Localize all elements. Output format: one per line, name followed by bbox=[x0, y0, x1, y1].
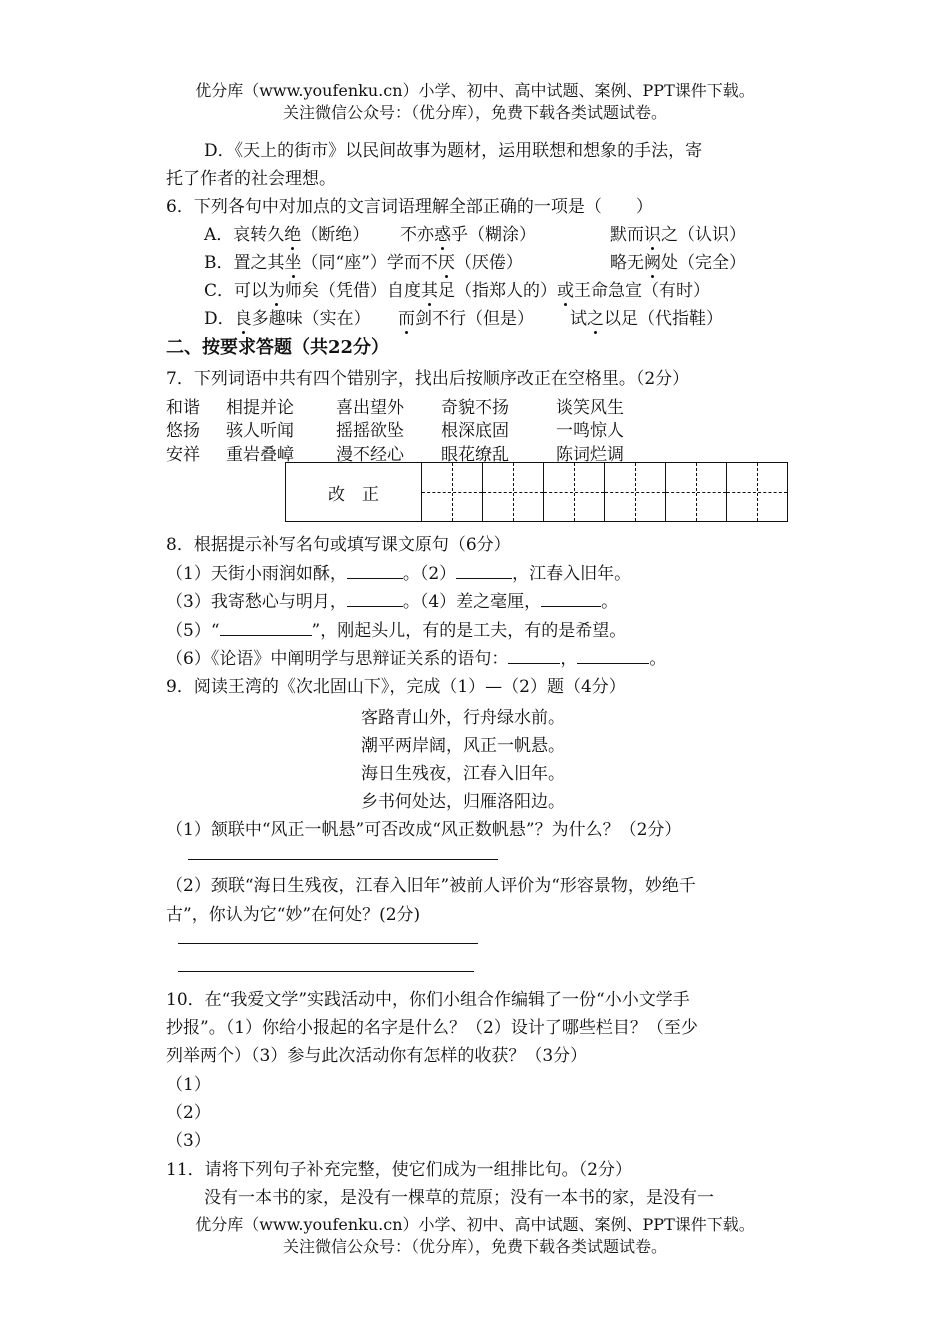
poem-line: 客路青山外，行舟绿水前。 bbox=[361, 708, 565, 728]
footer-line-2: 关注微信公众号：（优分库），免费下载各类试题试卷。 bbox=[282, 1237, 667, 1256]
q7-word: 谈笑风生 bbox=[556, 398, 624, 418]
q6-option-a-part3: 默而识之（认识） bbox=[610, 220, 746, 245]
q11-stem: 11．请将下列句子补充完整，使它们成为一组排比句。（2分） bbox=[166, 1160, 632, 1180]
poem-line: 潮平两岸阔，风正一帆悬。 bbox=[361, 736, 565, 756]
q9-sub2-answer-line[interactable] bbox=[178, 943, 478, 944]
q8-line-3: （5）“ ”，刚起头儿，有的是工夫，有的是希望。 bbox=[166, 621, 627, 641]
q7-word: 一鸣惊人 bbox=[556, 421, 624, 441]
q7-answer-cell[interactable] bbox=[666, 463, 727, 522]
q9-sub1-answer-line[interactable] bbox=[188, 859, 498, 860]
q7-answer-cell[interactable] bbox=[483, 463, 544, 522]
poem-line: 海日生残夜，江春入旧年。 bbox=[361, 764, 565, 784]
footer-line-1: 优分库（www.youfenku.cn）小学、初中、高中试题、案例、PPT课件下载。 bbox=[195, 1215, 755, 1234]
q6-option-a: A．哀转久绝（断绝） bbox=[204, 220, 369, 245]
q10-line1: 10．在“我爱文学”实践活动中，你们小组合作编辑了一份“小小文学手 bbox=[166, 990, 690, 1010]
q8-line-2: （3）我寄愁心与明月， 。（4）差之毫厘， 。 bbox=[166, 592, 619, 612]
q6-option-c: C．可以为师矣（凭借）自度其足（指郑人的）或王命急宣（有时） bbox=[204, 276, 710, 301]
q7-table-label: 改 正 bbox=[286, 463, 422, 522]
q6-option-d-part3: 试之以足（代指鞋） bbox=[570, 304, 723, 329]
q7-word: 陈词烂调 bbox=[556, 445, 624, 465]
header-line-1: 优分库（www.youfenku.cn）小学、初中、高中试题、案例、PPT课件下载。 bbox=[195, 81, 755, 100]
q7-word: 重岩叠嶂 bbox=[226, 445, 294, 465]
q9-sub2-line1: （2）颈联“海日生残夜，江春入旧年”被前人评价为“形容景物，妙绝千 bbox=[166, 876, 696, 896]
q7-answer-cell[interactable] bbox=[544, 463, 605, 522]
q8-line-1: （1）天街小雨润如酥， 。（2） ，江春入旧年。 bbox=[166, 564, 632, 584]
q8-blank[interactable] bbox=[220, 621, 312, 636]
q7-answer-cell[interactable] bbox=[727, 463, 788, 522]
q10-line3: 列举两个）（3）参与此次活动你有怎样的收获？（3分） bbox=[166, 1046, 588, 1066]
q6-option-a-part2: 不亦惑乎（糊涂） bbox=[400, 220, 536, 245]
q7-word: 眼花缭乱 bbox=[441, 445, 509, 465]
q8-blank[interactable] bbox=[577, 649, 649, 664]
q7-stem: 7．下列词语中共有四个错别字，找出后按顺序改正在空格里。（2分） bbox=[166, 369, 690, 389]
q7-word: 根深底固 bbox=[441, 421, 509, 441]
q8-blank[interactable] bbox=[347, 592, 403, 607]
q7-word: 喜出望外 bbox=[336, 398, 404, 418]
q10-answer-1: （1） bbox=[166, 1075, 211, 1095]
q7-correction-table bbox=[285, 462, 788, 522]
q9-sub2-line2: 古”，你认为它“妙”在何处？(2分) bbox=[166, 905, 421, 925]
q7-word: 相提并论 bbox=[226, 398, 294, 418]
q9-sub2-answer-line[interactable] bbox=[178, 971, 474, 972]
q6-option-b: B．置之其坐（同“座”）学而不厌（厌倦） bbox=[204, 248, 523, 273]
q8-blank[interactable] bbox=[508, 649, 560, 664]
q8-stem: 8．根据提示补写名句或填写课文原句（6分） bbox=[166, 535, 511, 555]
q7-word: 摇摇欲坠 bbox=[336, 421, 404, 441]
q10-answer-3: （3） bbox=[166, 1131, 211, 1151]
q6-option-d-part2: 而剑不行（但是） bbox=[398, 304, 534, 329]
q7-word: 漫不经心 bbox=[336, 445, 404, 465]
poem-line: 乡书何处达，归雁洛阳边。 bbox=[361, 792, 565, 812]
q10-line2: 抄报”。（1）你给小报起的名字是什么？（2）设计了哪些栏目？（至少 bbox=[166, 1018, 698, 1038]
header-line-2: 关注微信公众号：（优分库），免费下载各类试题试卷。 bbox=[282, 103, 667, 122]
q8-blank[interactable] bbox=[456, 564, 512, 579]
q7-word: 悠扬 bbox=[166, 421, 200, 441]
q7-word: 安祥 bbox=[166, 445, 200, 465]
q8-line-4: （6）《论语》中阐明学与思辩证关系的语句： ， 。 bbox=[166, 649, 667, 669]
q7-answer-cell[interactable] bbox=[422, 463, 483, 522]
q6-stem: 6．下列各句中对加点的文言词语理解全部正确的一项是（ ） bbox=[166, 197, 653, 217]
q5-option-d-line1: D．《天上的街市》以民间故事为题材，运用联想和想象的手法，寄 bbox=[204, 141, 703, 161]
q10-answer-2: （2） bbox=[166, 1103, 211, 1123]
q7-word: 奇貌不扬 bbox=[441, 398, 509, 418]
section-2-title: 二、按要求答题（共22分） bbox=[166, 337, 390, 358]
q6-option-b-part3: 略无阙处（完全） bbox=[610, 248, 746, 273]
q8-blank[interactable] bbox=[541, 592, 601, 607]
q11-line1: 没有一本书的家，是没有一棵草的荒原；没有一本书的家，是没有一 bbox=[204, 1188, 714, 1208]
q5-option-d-line2: 托了作者的社会理想。 bbox=[166, 169, 336, 189]
q9-stem: 9．阅读王湾的《次北固山下》，完成（1）—（2）题（4分） bbox=[166, 677, 626, 697]
q7-word: 骇人听闻 bbox=[226, 421, 294, 441]
q7-word: 和谐 bbox=[166, 398, 200, 418]
q9-sub1: （1）颔联中“风正一帆悬”可否改成“风正数帆悬”？为什么？（2分） bbox=[166, 820, 682, 840]
q6-option-d: D．良多趣味（实在） bbox=[204, 304, 371, 329]
q7-answer-cell[interactable] bbox=[605, 463, 666, 522]
q8-blank[interactable] bbox=[347, 564, 403, 579]
